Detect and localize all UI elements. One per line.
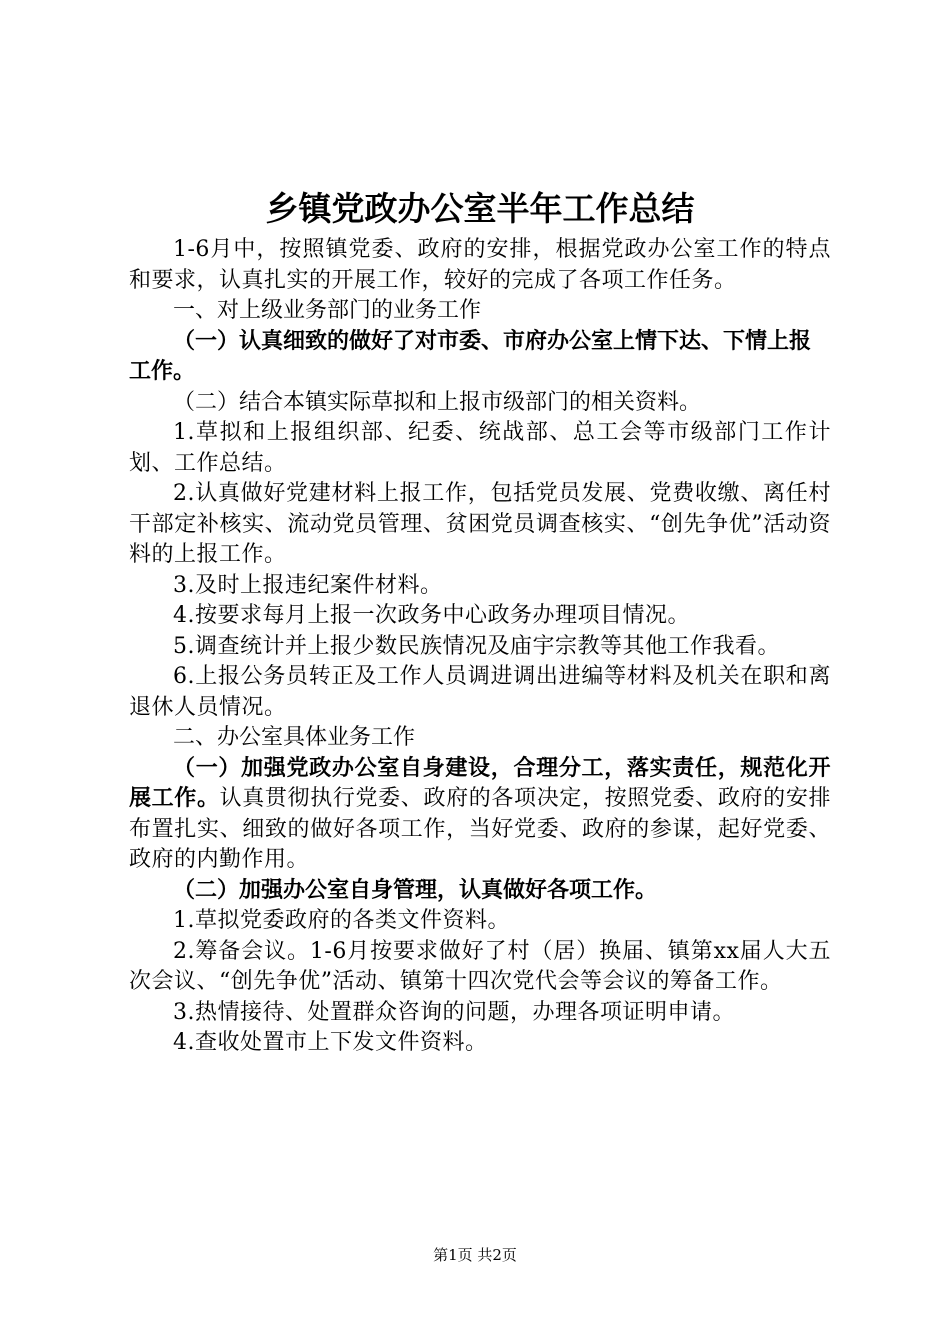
section-1-item-5: 5.调查统计并上报少数民族情况及庙宇宗教等其他工作我看。 bbox=[173, 633, 780, 659]
section-1-heading: 一、对上级业务部门的业务工作 bbox=[173, 298, 482, 323]
section-1-item-6: 6.上报公务员转正及工作人员调进调出进编等材料及机关在职和离退休人员情况。 bbox=[129, 664, 831, 720]
section-2-item-1: 1.草拟党委政府的各类文件资料。 bbox=[173, 908, 510, 933]
section-2-sub-1 bbox=[129, 754, 831, 876]
section-2-sub-2: （二）加强办公室自身管理，认真做好各项工作。 bbox=[173, 877, 658, 903]
section-1-item-4: 4.按要求每月上报一次政务中心政务办理项目情况。 bbox=[173, 603, 690, 628]
section-1-item-2: 2.认真做好党建材料上报工作，包括党员发展、党费收缴、离任村干部定补核实、流动党员管理、贫困党员调查核实、“创先争优”活动资料的上报工作。 bbox=[129, 481, 831, 567]
intro-paragraph: 1-6月中，按照镇党委、政府的安排，根据党政办公室工作的特点和要求，认真扎实的开展工作，较好的完成了各项工作任务。 bbox=[129, 237, 831, 293]
section-2-item-3: 3.热情接待、处置群众咨询的问题，办理各项证明申请。 bbox=[173, 999, 735, 1025]
document-body bbox=[129, 183, 831, 1059]
section-2-sub-1-text: 认真贯彻执行党委、政府的各项决定，按照党委、政府的安排布置扎实、细致的做好各项工作，当好党委、政府的参谋，起好党委、政府的内勤作用。 bbox=[129, 786, 831, 872]
section-2-heading: 二、办公室具体业务工作 bbox=[173, 725, 416, 750]
page-footer: 第1页 共2页 bbox=[433, 1246, 517, 1264]
document-title: 乡镇党政办公室半年工作总结 bbox=[265, 189, 695, 228]
section-1-sub-2: （二）结合本镇实际草拟和上报市级部门的相关资料。 bbox=[173, 389, 702, 415]
section-2-sub-1-bold: （一）加强党政办公室自身建设，合理分工，落实责任，规范化开展工作。 bbox=[129, 755, 831, 811]
section-2-item-4: 4.查收处置市上下发文件资料。 bbox=[173, 1030, 488, 1055]
section-1-sub-1: （一）认真细致的做好了对市委、市府办公室上情下达、下情上报工作。 bbox=[129, 328, 812, 384]
section-1-item-1: 1.草拟和上报组织部、纪委、统战部、总工会等市级部门工作计划、工作总结。 bbox=[129, 420, 831, 476]
section-1-item-3: 3.及时上报违纪案件材料。 bbox=[173, 572, 443, 598]
section-2-item-2: 2.筹备会议。1-6月按要求做好了村（居）换届、镇第xx届人大五次会议、“创先争优”活动、镇第十四次党代会等会议的筹备工作。 bbox=[129, 938, 831, 994]
